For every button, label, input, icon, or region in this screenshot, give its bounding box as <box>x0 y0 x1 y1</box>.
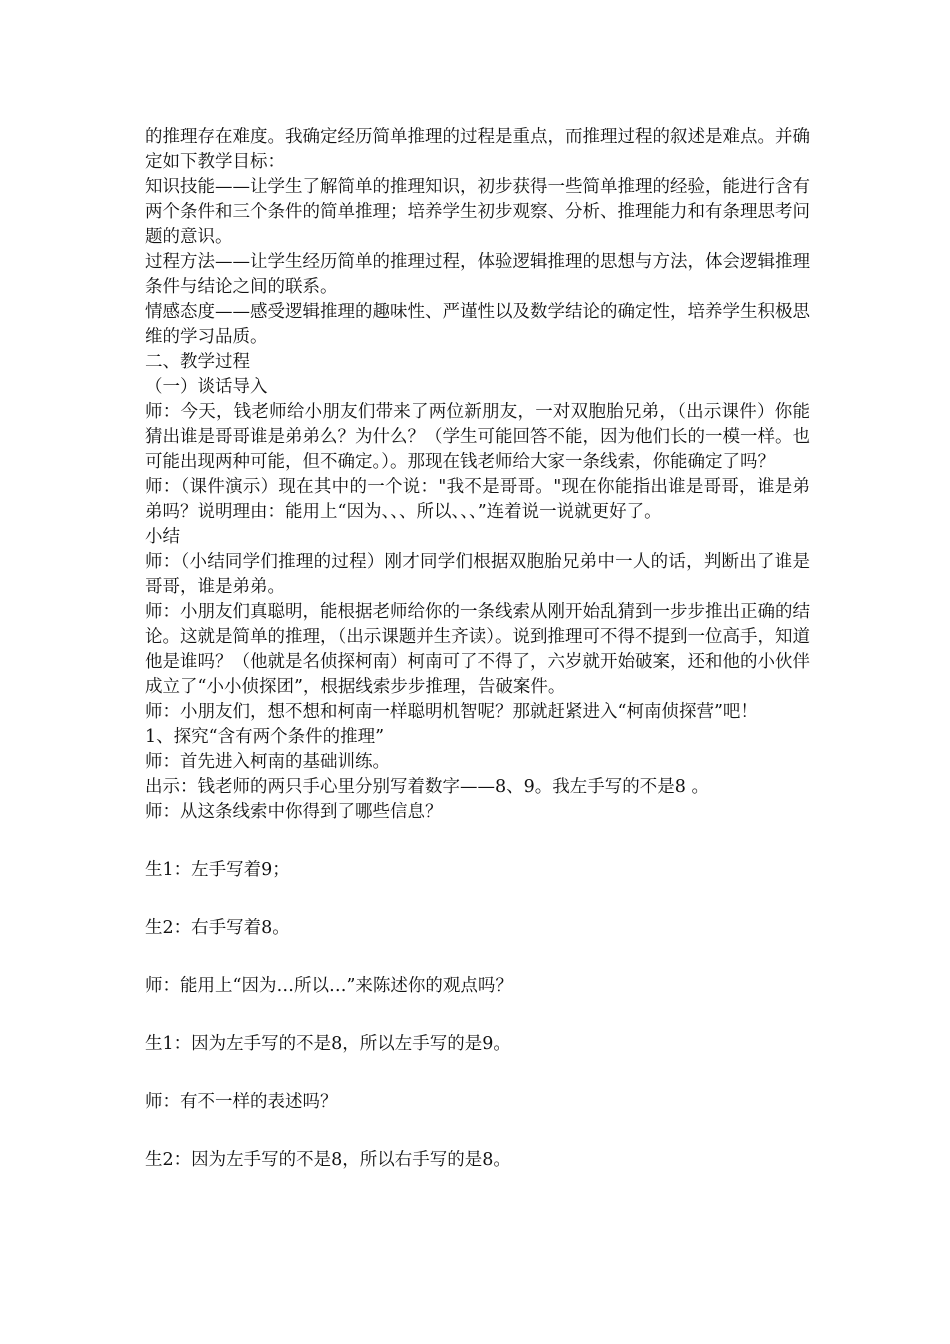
paragraph-teacher-summary: 师：（小结同学们推理的过程）刚才同学们根据双胞胎兄弟中一人的话，判断出了谁是哥哥，谁是弟弟。 <box>145 552 810 597</box>
paragraph-student1-left: 生1：左手写着9； <box>145 860 290 880</box>
paragraph-teacher-other: 师：有不一样的表述吗？ <box>145 1092 338 1112</box>
paragraph-student1-reason: 生1：因为左手写的不是8，所以左手写的是9。 <box>145 1034 511 1054</box>
document-body <box>145 125 810 1173</box>
paragraph-teacher-demo: 师：（课件演示）现在其中的一个说："我不是哥哥。"现在你能指出谁是哥哥，谁是弟弟吗？说明理由：能用上“因为、、、所以、、、”连着说一说就更好了。 <box>145 477 810 522</box>
section-heading-teaching-process: 二、教学过程 <box>145 352 250 372</box>
paragraph-teacher-because-so: 师：能用上“因为…所以…”来陈述你的观点吗？ <box>145 976 513 996</box>
paragraph-intro: 的推理存在难度。我确定经历简单推理的过程是重点，而推理过程的叙述是难点。并确定如下教学目标： <box>145 127 810 172</box>
paragraph-student2-reason: 生2：因为左手写的不是8，所以右手写的是8。 <box>145 1150 511 1170</box>
paragraph-emotion-attitude: 情感态度——感受逻辑推理的趣味性、严谨性以及数学结论的确定性，培养学生积极思维的学习品质。 <box>145 302 810 347</box>
paragraph-student2-right: 生2：右手写着8。 <box>145 918 290 938</box>
paragraph-teacher-question: 师：从这条线索中你得到了哪些信息？ <box>145 802 443 822</box>
paragraph-show-numbers: 出示：钱老师的两只手心里分别写着数字——8、9。我左手写的不是8 。 <box>145 777 709 797</box>
paragraph-teacher-basic-training: 师：首先进入柯南的基础训练。 <box>145 752 390 772</box>
paragraph-teacher-camp: 师：小朋友们，想不想和柯南一样聪明机智呢？那就赶紧进入“柯南侦探营”吧！ <box>145 702 758 722</box>
subsection-heading-intro: （一）谈话导入 <box>145 377 268 397</box>
paragraph-knowledge-skill: 知识技能——让学生了解简单的推理知识，初步获得一些简单推理的经验，能进行含有两个条件和三个条件的简单推理；培养学生初步观察、分析、推理能力和有条理思考问题的意识。 <box>145 177 810 247</box>
label-summary: 小结 <box>145 527 180 547</box>
paragraph-teacher-twins: 师：今天，钱老师给小朋友们带来了两位新朋友，一对双胞胎兄弟，（出示课件）你能猜出谁是哥哥谁是弟弟么？为什么？（学生可能回答不能，因为他们长的一模一样。也可能出现两种可能，但不确定。）。那现在钱老师给大家一条线索，你能确定了吗？ <box>145 402 810 472</box>
paragraph-teacher-conan: 师：小朋友们真聪明，能根据老师给你的一条线索从刚开始乱猜到一步步推出正确的结论。这就是简单的推理，（出示课题并生齐读）。说到推理可不得不提到一位高手，知道他是谁吗？（他就是名侦探柯南）柯南可了不得了，六岁就开始破案，还和他的小伙伴成立了“小小侦探团”，根据线索步步推理，告破案件。 <box>145 602 810 697</box>
paragraph-process-method: 过程方法——让学生经历简单的推理过程，体验逻辑推理的思想与方法，体会逻辑推理条件与结论之间的联系。 <box>145 252 810 297</box>
heading-explore-two-conditions: 1、探究“含有两个条件的推理” <box>145 727 385 747</box>
